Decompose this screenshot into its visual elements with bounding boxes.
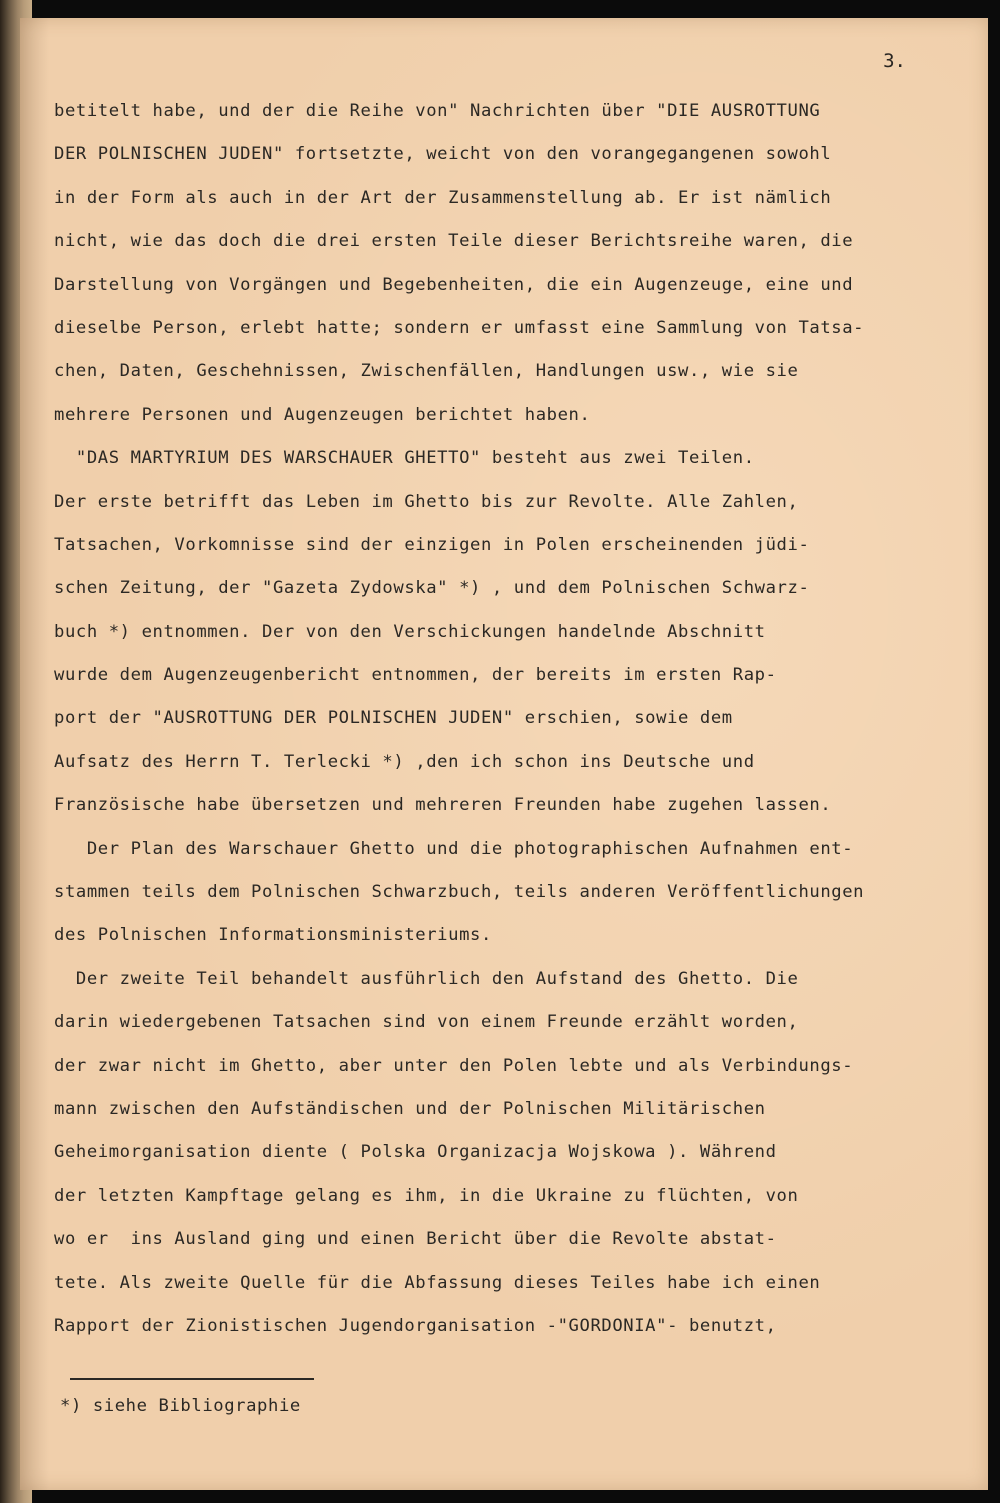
text-line: chen, Daten, Geschehnissen, Zwischenfällen, Handlungen usw., wie sie (54, 361, 799, 382)
text-line: "DAS MARTYRIUM DES WARSCHAUER GHETTO" besteht aus zwei Teilen. (54, 448, 755, 469)
text-line: schen Zeitung, der "Gazeta Zydowska" *) , und dem Polnischen Schwarz- (54, 578, 810, 599)
text-line: Geheimorganisation diente ( Polska Organizacja Wojskowa ). Während (54, 1142, 777, 1163)
footnote: *) siehe Bibliographie (60, 1396, 301, 1416)
text-line: Der zweite Teil behandelt ausführlich den Aufstand des Ghetto. Die (54, 968, 799, 989)
text-line: Der erste betrifft das Leben im Ghetto bis zur Revolte. Alle Zahlen, (54, 491, 799, 512)
text-line: tete. Als zweite Quelle für die Abfassung dieses Teiles habe ich einen (54, 1272, 821, 1293)
text-line: wurde dem Augenzeugenbericht entnommen, der bereits im ersten Rap- (54, 665, 777, 686)
text-line: in der Form als auch in der Art der Zusammenstellung ab. Er ist nämlich (54, 187, 832, 208)
text-line: darin wiedergebenen Tatsachen sind von einem Freunde erzählt worden, (54, 1012, 799, 1033)
text-line: port der "AUSROTTUNG DER POLNISCHEN JUDEN" erschien, sowie dem (54, 708, 733, 729)
text-line: mann zwischen den Aufständischen und der Polnischen Militärischen (54, 1098, 766, 1119)
text-line: Rapport der Zionistischen Jugendorganisation -"GORDONIA"- benutzt, (54, 1315, 777, 1336)
text-line: stammen teils dem Polnischen Schwarzbuch, teils anderen Veröffentlichungen (54, 882, 865, 903)
body-text (54, 90, 984, 1348)
text-line: Aufsatz des Herrn T. Terlecki *) ,den ich schon ins Deutsche und (54, 751, 755, 772)
text-line: der zwar nicht im Ghetto, aber unter den Polen lebte und als Verbindungs- (54, 1055, 854, 1076)
text-line: des Polnischen Informationsministeriums. (54, 925, 492, 946)
text-line: Darstellung von Vorgängen und Begebenheiten, die ein Augenzeuge, eine und (54, 274, 854, 295)
text-line: dieselbe Person, erlebt hatte; sondern er umfasst eine Sammlung von Tatsa- (54, 317, 865, 338)
text-line: Französische habe übersetzen und mehreren Freunden habe zugehen lassen. (54, 795, 832, 816)
page-number: 3. (883, 50, 906, 72)
text-line: DER POLNISCHEN JUDEN" fortsetzte, weicht von den vorangegangenen sowohl (54, 144, 832, 165)
text-line: betitelt habe, und der die Reihe von" Nachrichten über "DIE AUSROTTUNG (54, 101, 821, 121)
paper-sheet (20, 18, 988, 1490)
text-line: Tatsachen, Vorkomnisse sind der einzigen in Polen erscheinenden jüdi- (54, 534, 810, 555)
text-line: mehrere Personen und Augenzeugen berichtet haben. (54, 404, 591, 425)
text-line: Der Plan des Warschauer Ghetto und die photographischen Aufnahmen ent- (54, 838, 854, 859)
text-line: buch *) entnommen. Der von den Verschickungen handelnde Abschnitt (54, 621, 766, 642)
text-line: nicht, wie das doch die drei ersten Teile dieser Berichtsreihe waren, die (54, 231, 854, 252)
footnote-rule (70, 1378, 314, 1380)
text-line: der letzten Kampftage gelang es ihm, in die Ukraine zu flüchten, von (54, 1185, 799, 1206)
text-line: wo er ins Ausland ging und einen Bericht über die Revolte abstat- (54, 1229, 777, 1250)
